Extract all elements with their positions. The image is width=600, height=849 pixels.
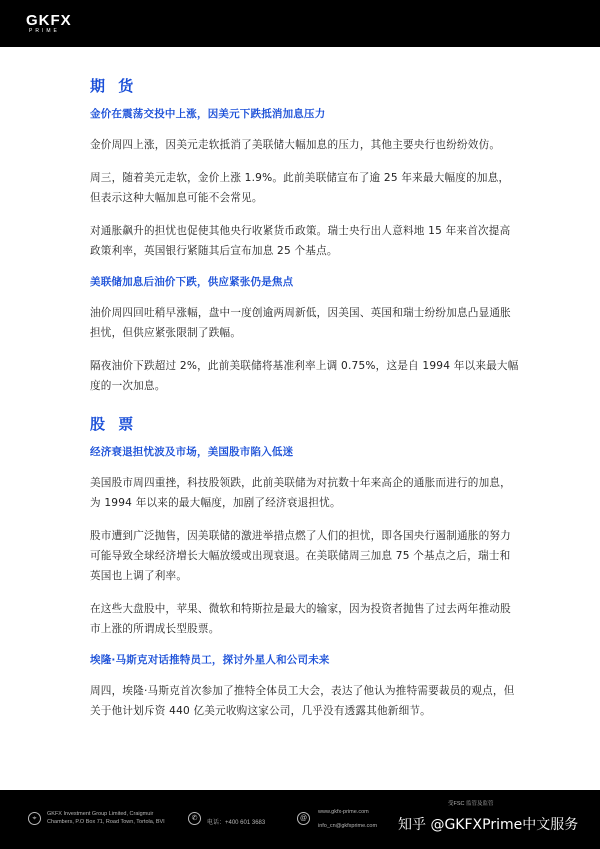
article-headline: 经济衰退担忧波及市场，美国股市陷入低迷 [90, 446, 294, 458]
phone-icon: ✆ [188, 812, 201, 825]
paragraph: 油价周四回吐稍早涨幅，盘中一度创逾两周新低，因美国、英国和瑞士纷纷加息凸显通胀担忧，但供应紧张限制了跌幅。 [90, 307, 511, 339]
logo-subtext: PRIME [29, 28, 60, 34]
address-line-1: GKFX Investment Group Limited, Craigmuir [47, 811, 154, 817]
logo-text: GKFX [26, 12, 72, 29]
section-title: 股 票 [90, 415, 138, 433]
email-link[interactable]: info_cn@gkfxprime.com [318, 823, 378, 829]
paragraph: 金价周四上涨，因美元走软抵消了美联储大幅加息的压力，其他主要央行也纷纷效仿。 [90, 139, 501, 151]
paragraph: 股市遭到广泛抛售，因美联储的激进举措点燃了人们的担忧，即各国央行遏制通胀的努力可能导致全球经济增长大幅放缓或出现衰退。在美联储周三加息 75 个基点之后，瑞士和英国也上调了利率。 [90, 530, 511, 582]
article-body [90, 70, 520, 734]
regulation-note: 受FSC 监管及监管 [448, 801, 494, 807]
paragraph: 在这些大盘股中，苹果、微软和特斯拉是最大的输家，因为投资者抛售了过去两年推动股市上涨的所谓成长型股票。 [90, 603, 511, 635]
contact-icon: @ [297, 812, 310, 825]
contact-info [318, 808, 377, 830]
paragraph: 周四，埃隆·马斯克首次参加了推特全体员工大会，表达了他认为推特需要裁员的观点，但关于他计划斥资 440 亿美元收购这家公司，几乎没有透露其他新细节。 [90, 685, 515, 717]
location-icon: ⌖ [28, 812, 41, 825]
article-headline: 美联储加息后油价下跌，供应紧张仍是焦点 [90, 276, 294, 288]
paragraph: 对通胀飙升的担忧也促使其他央行收紧货币政策。瑞士央行出人意料地 15 年来首次提高政策利率，英国银行紧随其后宣布加息 25 个基点。 [90, 225, 511, 257]
paragraph: 周三，随着美元走软，金价上涨 1.9%。此前美联储宣布了逾 25 年来最大幅度的加息，但表示这种大幅加息可能不会常见。 [90, 172, 510, 204]
website-link[interactable]: www.gkfx-prime.com [318, 809, 369, 815]
address-line-2: Chambers, P.O Box 71, Road Town, Tortola, BVI [47, 819, 165, 825]
phone-number: 电话：+400 601 3683 [207, 820, 266, 826]
gkfx-logo [26, 13, 72, 34]
section-title: 期 货 [90, 77, 138, 95]
company-address [47, 810, 165, 826]
article-headline: 金价在震荡交投中上涨，因美元下跌抵消加息压力 [90, 108, 326, 120]
footer-bar [0, 790, 600, 849]
header-bar [0, 0, 600, 47]
zhihu-watermark: 知乎 @GKFXPrime中文服务 [398, 817, 579, 833]
article-headline: 埃隆·马斯克对话推特员工，探讨外星人和公司未来 [90, 654, 330, 666]
paragraph: 隔夜油价下跌超过 2%，此前美联储将基准利率上调 0.75%，这是自 1994 年以来最大幅度的一次加息。 [90, 360, 519, 392]
paragraph: 美国股市周四重挫，科技股领跌，此前美联储为对抗数十年来高企的通胀而进行的加息，为 1994 年以来的最大幅度，加剧了经济衰退担忧。 [90, 477, 511, 509]
